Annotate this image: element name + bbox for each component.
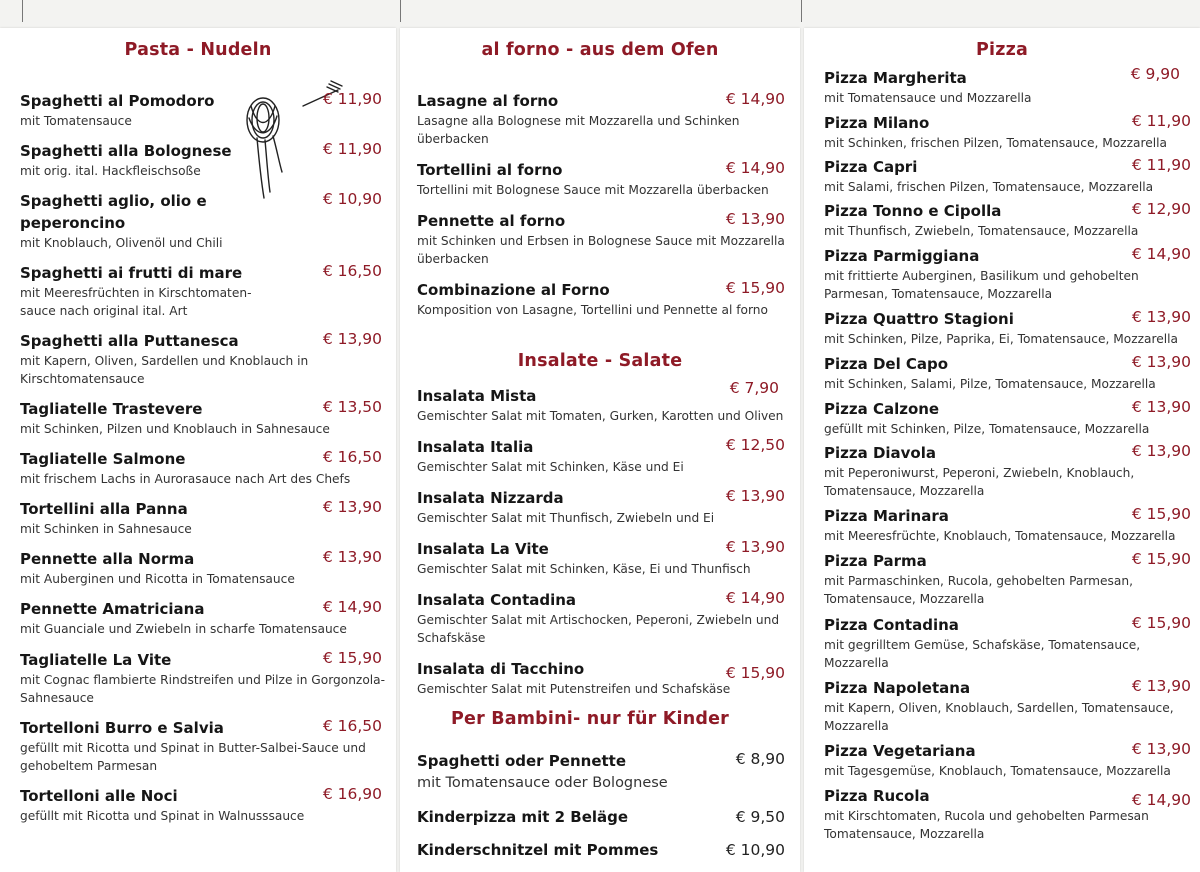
- item-name: Pizza Milano: [824, 114, 930, 132]
- item-description: mit Kapern, Oliven, Sardellen und Knoblauch in Kirschtomatensauce: [20, 354, 309, 386]
- item-price: € 13,50: [322, 398, 382, 416]
- item-name: Tagliatelle Salmone: [20, 450, 186, 468]
- item-description: mit Schinken, Salami, Pilze, Tomatensauce, Mozzarella: [824, 377, 1156, 391]
- item-price: € 11,90: [1131, 156, 1191, 174]
- menu-item: [417, 379, 799, 425]
- item-price: € 14,90: [1131, 791, 1191, 809]
- item-name: Pizza Diavola: [824, 444, 937, 462]
- menu-item: [824, 156, 1196, 196]
- menu-item: [20, 190, 394, 252]
- menu-item: [20, 330, 394, 388]
- item-description: mit Cognac flambierte Rindstreifen und Pilze in Gorgonzola-Sahnesauce: [20, 673, 386, 705]
- item-description: mit Meeresfrüchte, Knoblauch, Tomatensauce, Mozzarella: [824, 529, 1176, 543]
- item-name: Pizza Quattro Stagioni: [824, 310, 1014, 328]
- menu-item: [20, 717, 394, 775]
- item-description: gefüllt mit Ricotta und Spinat in Butter-Salbei-Sauce und gehobeltem Parmesan: [20, 741, 366, 773]
- item-name: Insalata Contadina: [417, 591, 577, 609]
- item-price: € 15,90: [1131, 614, 1191, 632]
- section-title-kids: Per Bambini- nur für Kinder: [450, 709, 730, 729]
- item-name: Lasagne al forno: [417, 92, 559, 110]
- item-description: Gemischter Salat mit Schinken, Käse, Ei und Thunfisch: [417, 562, 751, 576]
- item-description: mit Knoblauch, Olivenöl und Chili: [20, 236, 223, 250]
- item-price: € 13,90: [725, 487, 785, 505]
- menu-item: [417, 487, 799, 527]
- item-price: € 16,50: [322, 448, 382, 466]
- item-name: Pennette alla Norma: [20, 550, 195, 568]
- item-name: Spaghetti aglio, olio e peperoncino: [20, 192, 207, 232]
- item-price: € 13,90: [322, 330, 382, 348]
- item-name: Pizza Capri: [824, 158, 918, 176]
- item-name: Pizza Napoletana: [824, 679, 971, 697]
- crop-mark: [801, 0, 802, 22]
- item-description: mit Thunfisch, Zwiebeln, Tomatensauce, Mozzarella: [824, 224, 1139, 238]
- item-name: Pizza Contadina: [824, 616, 959, 634]
- item-description: mit Parmaschinken, Rucola, gehobelten Parmesan, Tomatensauce, Mozzarella: [824, 574, 1133, 606]
- menu-item: [417, 538, 799, 578]
- menu-item: [20, 649, 394, 707]
- item-price: € 8,90: [735, 750, 785, 768]
- item-description: Tortellini mit Bolognese Sauce mit Mozzarella überbacken: [417, 183, 769, 197]
- item-price: € 16,50: [322, 262, 382, 280]
- menu-item: [20, 785, 394, 825]
- menu-item: [417, 90, 799, 148]
- menu-item: [824, 112, 1196, 152]
- item-description: mit gegrilltem Gemüse, Schafskäse, Tomatensauce, Mozzarella: [824, 638, 1141, 670]
- menu-item: [20, 140, 394, 180]
- item-description: mit Kirschtomaten, Rucola und gehobelten Parmesan Tomatensauce, Mozzarella: [824, 809, 1149, 841]
- item-description: mit frischem Lachs in Aurorasauce nach Art des Chefs: [20, 472, 351, 486]
- item-price: € 15,90: [725, 664, 785, 682]
- item-name: Tortelloni Burro e Salvia: [20, 719, 224, 737]
- menu-item: [824, 740, 1196, 780]
- item-price: € 13,90: [725, 210, 785, 228]
- item-price: € 16,90: [322, 785, 382, 803]
- item-name: Tortellini alla Panna: [20, 500, 188, 518]
- item-name: Spaghetti alla Bolognese: [20, 142, 232, 160]
- menu-item: [824, 245, 1196, 303]
- item-price: € 11,90: [322, 140, 382, 158]
- menu-item: [417, 750, 799, 794]
- item-price: € 15,90: [1131, 505, 1191, 523]
- item-description: Gemischter Salat mit Thunfisch, Zwiebeln und Ei: [417, 511, 715, 525]
- item-price: € 13,90: [725, 538, 785, 556]
- menu-item: [824, 442, 1196, 500]
- item-name: Spaghetti alla Puttanesca: [20, 332, 239, 350]
- menu-item: [20, 548, 394, 588]
- menu-item: [824, 353, 1196, 393]
- item-name: Spaghetti ai frutti di mare: [20, 264, 243, 282]
- item-name: Pizza Tonno e Cipolla: [824, 202, 1002, 220]
- item-price: € 7,90: [729, 379, 779, 397]
- menu-item: [20, 498, 394, 538]
- item-name: Insalata Nizzarda: [417, 489, 564, 507]
- item-price: € 15,90: [1131, 550, 1191, 568]
- menu-item: [824, 67, 1196, 107]
- crop-mark: [400, 0, 401, 22]
- item-name: Combinazione al Forno: [417, 281, 610, 299]
- item-price: € 15,90: [725, 279, 785, 297]
- item-name: Pizza Marinara: [824, 507, 949, 525]
- menu-item: [824, 398, 1196, 438]
- item-price: € 13,90: [322, 548, 382, 566]
- menu-item: [417, 436, 799, 476]
- menu-item: [824, 308, 1196, 348]
- item-name: Pizza Rucola: [824, 787, 930, 805]
- item-name: Pennette al forno: [417, 212, 566, 230]
- item-price: € 14,90: [725, 159, 785, 177]
- item-description: gefüllt mit Schinken, Pilze, Tomatensauce, Mozzarella: [824, 422, 1150, 436]
- menu-item: [824, 785, 1196, 843]
- item-description: mit Schinken in Sahnesauce: [20, 522, 192, 536]
- item-description: Komposition von Lasagne, Tortellini und Pennette al forno: [417, 303, 768, 317]
- menu-item: [20, 448, 394, 488]
- item-price: € 13,90: [1131, 398, 1191, 416]
- item-name: Insalata di Tacchino: [417, 660, 585, 678]
- item-price: € 9,50: [735, 808, 785, 826]
- item-name: Spaghetti al Pomodoro: [20, 92, 215, 110]
- item-price: € 13,90: [1131, 740, 1191, 758]
- menu-item: [417, 210, 799, 268]
- item-description: Lasagne alla Bolognese mit Mozzarella und Schinken überbacken: [417, 114, 740, 146]
- item-price: € 12,50: [725, 436, 785, 454]
- item-price: € 14,90: [725, 90, 785, 108]
- item-description: mit orig. ital. Hackfleischsoße: [20, 164, 201, 178]
- section-title-pasta: Pasta - Nudeln: [124, 40, 272, 60]
- menu-item: [417, 159, 799, 199]
- item-description: gefüllt mit Ricotta und Spinat in Walnusssauce: [20, 809, 305, 823]
- item-name: Insalata Italia: [417, 438, 534, 456]
- item-name: Pizza Vegetariana: [824, 742, 976, 760]
- item-name: Pizza Del Capo: [824, 355, 949, 373]
- item-price: € 12,90: [1131, 200, 1191, 218]
- item-description: mit Auberginen und Ricotta in Tomatensauce: [20, 572, 295, 586]
- menu-item: [417, 658, 799, 698]
- item-description: mit Kapern, Oliven, Knoblauch, Sardellen, Tomatensauce, Mozzarella: [824, 701, 1174, 733]
- item-name: Kinderpizza mit 2 Beläge: [417, 808, 629, 826]
- section-title-pizza: Pizza: [975, 40, 1028, 60]
- item-price: € 13,90: [1131, 308, 1191, 326]
- pizza-panel: [804, 28, 1200, 872]
- item-price: € 11,90: [322, 90, 382, 108]
- item-description: Gemischter Salat mit Tomaten, Gurken, Karotten und Oliven: [417, 409, 784, 423]
- menu-item: [417, 279, 799, 319]
- item-name: Tortellini al forno: [417, 161, 563, 179]
- item-name: Pizza Parmiggiana: [824, 247, 980, 265]
- pasta-panel: [0, 28, 396, 872]
- menu-item: [20, 398, 394, 438]
- item-name: Tagliatelle Trastevere: [20, 400, 203, 418]
- item-description: mit Schinken, Pilzen und Knoblauch in Sahnesauce: [20, 422, 330, 436]
- forno-salad-kids-panel: [400, 28, 800, 872]
- menu-item: [417, 839, 799, 861]
- item-price: € 14,90: [725, 589, 785, 607]
- item-price: € 13,90: [322, 498, 382, 516]
- item-description: Gemischter Salat mit Putenstreifen und Schafskäse: [417, 682, 731, 696]
- item-name: Tortelloni alle Noci: [20, 787, 178, 805]
- item-price: € 9,90: [1130, 65, 1180, 83]
- item-price: € 13,90: [1131, 677, 1191, 695]
- item-description: mit Schinken, Pilze, Paprika, Ei, Tomatensauce, Mozzarella: [824, 332, 1178, 346]
- menu-item: [20, 598, 394, 638]
- item-price: € 14,90: [322, 598, 382, 616]
- menu-item: [824, 200, 1196, 240]
- item-name: Kinderschnitzel mit Pommes: [417, 841, 659, 859]
- item-name: Tagliatelle La Vite: [20, 651, 172, 669]
- item-price: € 14,90: [1131, 245, 1191, 263]
- item-price: € 13,90: [1131, 353, 1191, 371]
- item-description: mit Tomatensauce: [20, 114, 132, 128]
- item-price: € 10,90: [322, 190, 382, 208]
- item-description: mit Schinken, frischen Pilzen, Tomatensauce, Mozzarella: [824, 136, 1167, 150]
- item-name: Pizza Margherita: [824, 69, 967, 87]
- item-name: Pizza Calzone: [824, 400, 940, 418]
- item-price: € 16,50: [322, 717, 382, 735]
- item-price: € 10,90: [725, 841, 785, 859]
- item-description: mit Peperoniwurst, Peperoni, Zwiebeln, Knoblauch, Tomatensauce, Mozzarella: [824, 466, 1135, 498]
- item-name: Pennette Amatriciana: [20, 600, 205, 618]
- section-title-salads: Insalate - Salate: [517, 351, 683, 371]
- item-price: € 15,90: [322, 649, 382, 667]
- item-price: € 11,90: [1131, 112, 1191, 130]
- item-description: Gemischter Salat mit Schinken, Käse und Ei: [417, 460, 684, 474]
- menu-item: [20, 90, 394, 130]
- menu-item: [417, 589, 799, 647]
- item-name: Pizza Parma: [824, 552, 927, 570]
- menu-item: [417, 806, 799, 828]
- item-description: mit Salami, frischen Pilzen, Tomatensauce, Mozzarella: [824, 180, 1154, 194]
- menu-item: [824, 550, 1196, 608]
- menu-item: [824, 614, 1196, 672]
- crop-mark: [22, 0, 23, 22]
- item-name: Insalata Mista: [417, 387, 537, 405]
- item-description: mit Guanciale und Zwiebeln in scharfe Tomatensauce: [20, 622, 347, 636]
- menu-item: [824, 505, 1196, 545]
- item-description: mit frittierte Auberginen, Basilikum und gehobelten Parmesan, Tomatensauce, Mozzarella: [824, 269, 1139, 301]
- section-title-al-forno: al forno - aus dem Ofen: [481, 40, 719, 60]
- item-description: mit Meeresfrüchten in Kirschtomaten-sauce nach original ital. Art: [20, 286, 252, 318]
- item-name: Spaghetti oder Pennette: [417, 752, 627, 770]
- menu-item: [20, 262, 394, 320]
- item-description: mit Schinken und Erbsen in Bolognese Sauce mit Mozzarella überbacken: [417, 234, 785, 266]
- item-price: € 13,90: [1131, 442, 1191, 460]
- item-description: mit Tomatensauce oder Bolognese: [417, 775, 668, 791]
- item-name: Insalata La Vite: [417, 540, 549, 558]
- item-description: mit Tagesgemüse, Knoblauch, Tomatensauce, Mozzarella: [824, 764, 1171, 778]
- item-description: Gemischter Salat mit Artischocken, Peperoni, Zwiebeln und Schafskäse: [417, 613, 780, 645]
- menu-item: [824, 677, 1196, 735]
- item-description: mit Tomatensauce und Mozzarella: [824, 91, 1032, 105]
